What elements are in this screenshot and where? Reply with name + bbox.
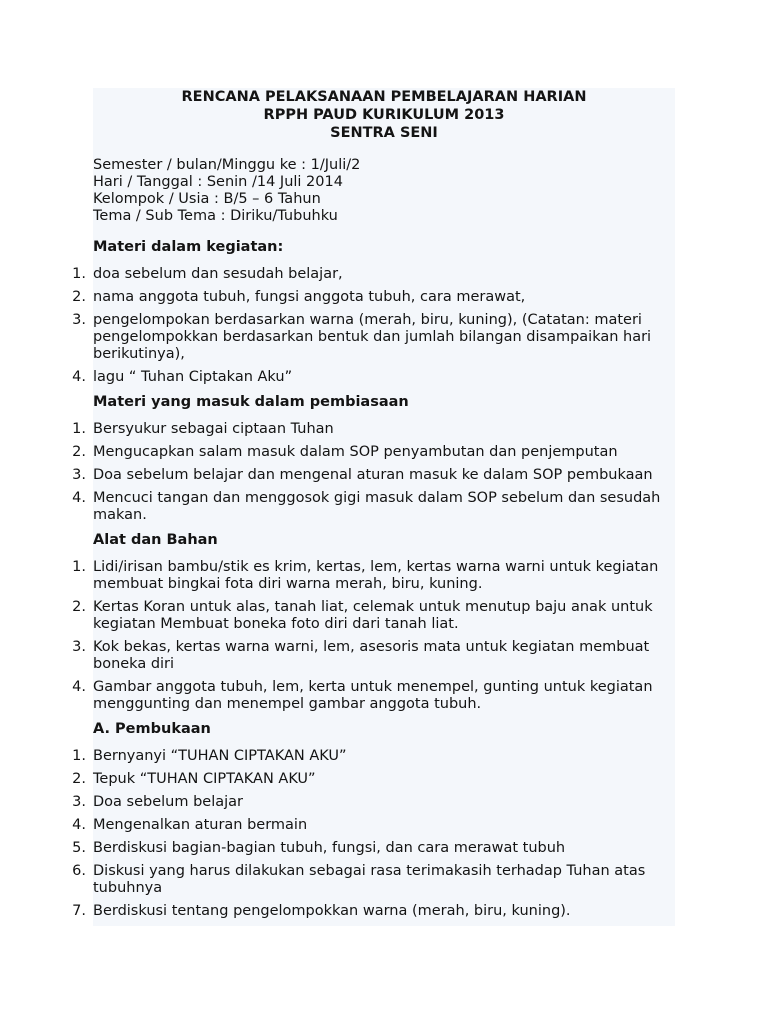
list-item: 4. Mencuci tangan dan menggosok gigi masuk dalam SOP sebelum dan sesudah makan. (72, 490, 661, 523)
numbered-list (72, 266, 693, 386)
numbered-list (72, 748, 693, 920)
title-line: RENCANA PELAKSANAAN PEMBELAJARAN HARIAN (181, 89, 587, 105)
list-item: 1. Bernyanyi “TUHAN CIPTAKAN AKU” (72, 748, 347, 764)
list-item: 1. Bersyukur sebagai ciptaan Tuhan (72, 421, 334, 437)
numbered-list (72, 421, 693, 524)
meta-date: Hari / Tanggal : Senin /14 Juli 2014 (93, 174, 343, 190)
list-item: 4. lagu “ Tuhan Ciptakan Aku” (72, 369, 293, 385)
title-line: RPPH PAUD KURIKULUM 2013 (263, 107, 505, 123)
meta-theme: Tema / Sub Tema : Diriku/Tubuhku (93, 208, 338, 224)
list-item: 1. doa sebelum dan sesudah belajar, (72, 266, 343, 282)
list-item: 3. Kok bekas, kertas warna warni, lem, asesoris mata untuk kegiatan membuat boneka diri (72, 639, 650, 672)
meta-group: Kelompok / Usia : B/5 – 6 Tahun (93, 191, 321, 207)
list-item: 3. Doa sebelum belajar (72, 794, 243, 810)
list-item: 4. Mengenalkan aturan bermain (72, 817, 308, 833)
list-item: 2. Tepuk “TUHAN CIPTAKAN AKU” (72, 771, 316, 787)
document-title (93, 88, 675, 142)
section-heading: Materi yang masuk dalam pembiasaan (93, 394, 409, 410)
list-item: 1. Lidi/irisan bambu/stik es krim, kertas, lem, kertas warna warni untuk kegiatan membuat bingkai fota diri warna merah, biru, kuning. (72, 559, 659, 592)
meta-semester: Semester / bulan/Minggu ke : 1/Juli/2 (93, 157, 361, 173)
document-body (72, 88, 693, 926)
list-item: 2. Kertas Koran untuk alas, tanah liat, celemak untuk menutup baju anak untuk kegiatan Membuat boneka foto diri dari tanah liat. (72, 599, 653, 632)
section-heading: Materi dalam kegiatan: (93, 239, 284, 255)
section-heading: A. Pembukaan (93, 721, 211, 737)
list-item: 3. pengelompokan berdasarkan warna (merah, biru, kuning), (Catatan: materi pengelompokkan berdasarkan bentuk dan jumlah bilangan disampaikan hari berikutinya), (72, 312, 652, 362)
list-item: 7. Berdiskusi tentang pengelompokkan warna (merah, biru, kuning). (72, 903, 571, 919)
list-item: 2. Mengucapkan salam masuk dalam SOP penyambutan dan penjemputan (72, 444, 618, 460)
list-item: 4. Gambar anggota tubuh, lem, kerta untuk menempel, gunting untuk kegiatan menggunting dan menempel gambar anggota tubuh. (72, 679, 653, 712)
list-item: 2. nama anggota tubuh, fungsi anggota tubuh, cara merawat, (72, 289, 526, 305)
list-item: 3. Doa sebelum belajar dan mengenal aturan masuk ke dalam SOP pembukaan (72, 467, 653, 483)
title-line: SENTRA SENI (330, 125, 438, 141)
metadata-block (93, 157, 693, 225)
numbered-list (72, 559, 693, 713)
list-item: 6. Diskusi yang harus dilakukan sebagai rasa terimakasih terhadap Tuhan atas tubuhnya (72, 863, 646, 896)
section-heading: Alat dan Bahan (93, 532, 218, 548)
list-item: 5. Berdiskusi bagian-bagian tubuh, fungsi, dan cara merawat tubuh (72, 840, 566, 856)
